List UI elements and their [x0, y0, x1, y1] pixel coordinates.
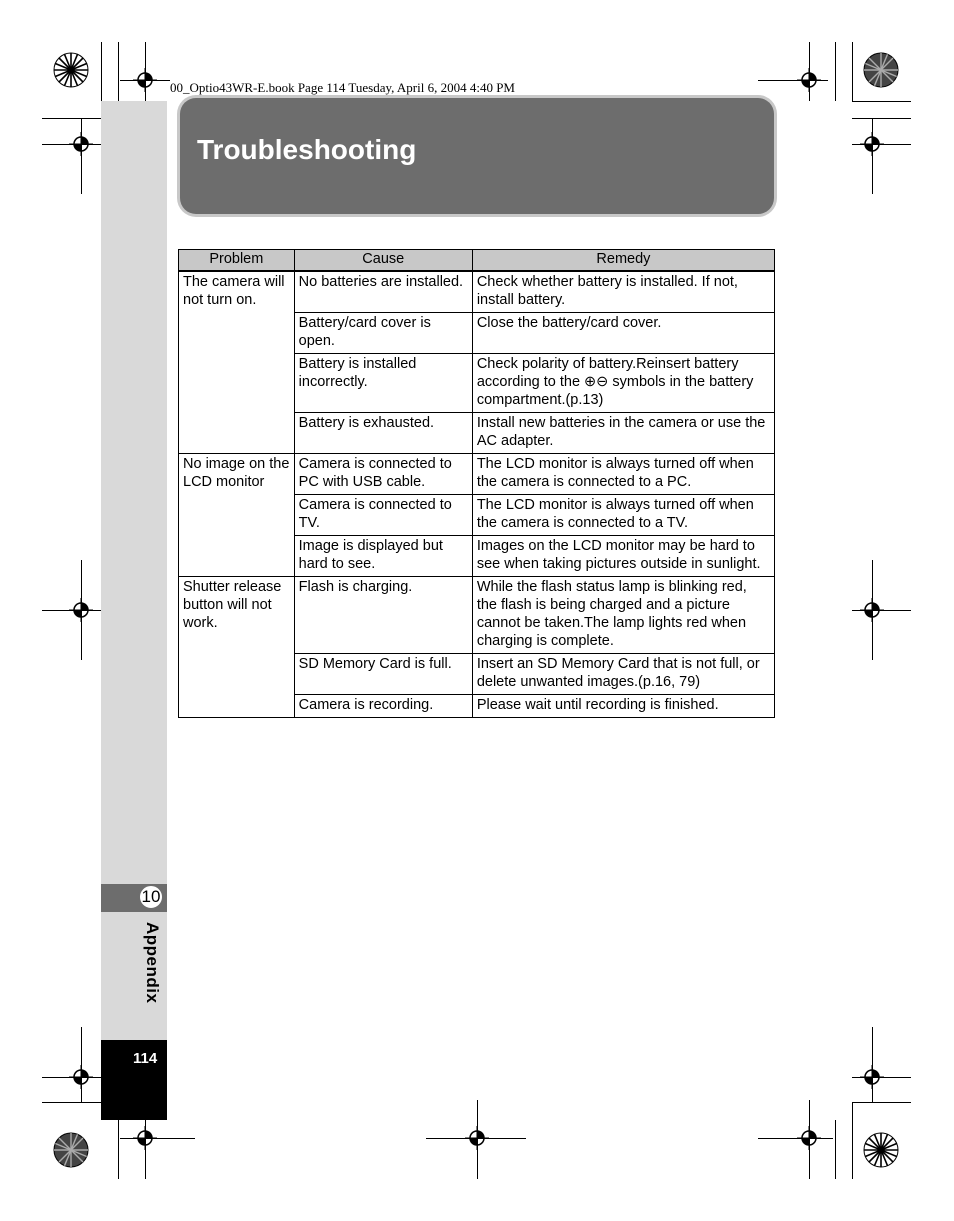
cause-cell: No batteries are installed. — [294, 271, 472, 313]
crop-mark — [852, 144, 911, 145]
remedy-cell: Close the battery/card cover. — [472, 313, 774, 354]
crop-mark — [852, 101, 911, 102]
chapter-number-badge: 10 — [138, 884, 164, 910]
crop-mark — [809, 42, 810, 101]
crop-mark — [872, 560, 873, 660]
troubleshooting-table — [178, 249, 775, 718]
cause-cell: Image is displayed but hard to see. — [294, 536, 472, 577]
crop-mark — [426, 1138, 526, 1139]
cause-cell: Battery/card cover is open. — [294, 313, 472, 354]
remedy-cell: Images on the LCD monitor may be hard to see when taking pictures outside in sunlight. — [472, 536, 774, 577]
column-header-cause: Cause — [294, 250, 472, 272]
column-header-problem: Problem — [179, 250, 295, 272]
remedy-cell: The LCD monitor is always turned off when the camera is connected to a PC. — [472, 454, 774, 495]
sunburst-mark-icon — [863, 52, 899, 88]
cause-cell: SD Memory Card is full. — [294, 654, 472, 695]
crop-mark — [145, 1120, 146, 1179]
crop-mark — [872, 118, 873, 194]
sunburst-mark-icon — [863, 1132, 899, 1168]
table-row — [179, 577, 775, 654]
crop-mark — [852, 1102, 911, 1103]
crop-mark — [42, 1077, 101, 1078]
cause-cell: Camera is connected to PC with USB cable. — [294, 454, 472, 495]
crop-mark — [118, 1120, 119, 1179]
crop-mark — [81, 1027, 82, 1102]
crop-mark — [145, 42, 146, 101]
crop-mark — [852, 42, 853, 101]
cause-cell: Flash is charging. — [294, 577, 472, 654]
crop-mark — [42, 1102, 101, 1103]
cause-cell: Battery is installed incorrectly. — [294, 354, 472, 413]
crop-mark — [852, 1102, 853, 1179]
cause-cell: Camera is connected to TV. — [294, 495, 472, 536]
problem-cell: Shutter release button will not work. — [179, 577, 295, 718]
crop-mark — [758, 1138, 833, 1139]
table-header-row — [179, 250, 775, 272]
crop-mark — [42, 610, 101, 611]
remedy-cell: The LCD monitor is always turned off when the camera is connected to a TV. — [472, 495, 774, 536]
table-row — [179, 454, 775, 495]
remedy-cell: While the flash status lamp is blinking red, the flash is being charged and a picture cannot be taken.The lamp lights red when charging is complete. — [472, 577, 774, 654]
crop-mark — [809, 1100, 810, 1179]
page-title: Troubleshooting — [197, 134, 417, 165]
cause-cell: Camera is recording. — [294, 695, 472, 718]
crop-mark — [872, 1027, 873, 1102]
page-number: 114 — [133, 1050, 158, 1067]
table-row — [179, 271, 775, 313]
crop-mark — [852, 1077, 911, 1078]
remedy-cell: Insert an SD Memory Card that is not full, or delete unwanted images.(p.16, 79) — [472, 654, 774, 695]
crop-mark — [81, 560, 82, 660]
crop-mark — [835, 1120, 836, 1179]
crop-mark — [758, 80, 828, 81]
crop-mark — [118, 42, 119, 101]
problem-cell: The camera will not turn on. — [179, 271, 295, 454]
crop-mark — [852, 118, 911, 119]
crop-mark — [42, 144, 101, 145]
crop-mark — [835, 42, 836, 101]
book-file-header: 00_Optio43WR-E.book Page 114 Tuesday, April 6, 2004 4:40 PM — [170, 80, 515, 95]
cause-cell: Battery is exhausted. — [294, 413, 472, 454]
remedy-cell: Install new batteries in the camera or use the AC adapter. — [472, 413, 774, 454]
remedy-cell: Check polarity of battery.Reinsert battery according to the ⊕⊖ symbols in the battery compartment.(p.13) — [472, 354, 774, 413]
sunburst-mark-icon — [53, 52, 89, 88]
crop-mark — [120, 1138, 195, 1139]
crop-mark — [81, 118, 82, 194]
crop-mark — [852, 610, 911, 611]
crop-mark — [42, 118, 101, 119]
remedy-cell: Check whether battery is installed. If not, install battery. — [472, 271, 774, 313]
sunburst-mark-icon — [53, 1132, 89, 1168]
chapter-label: Appendix — [143, 922, 162, 1004]
problem-cell: No image on the LCD monitor — [179, 454, 295, 577]
column-header-remedy: Remedy — [472, 250, 774, 272]
crop-mark — [101, 42, 102, 101]
remedy-cell: Please wait until recording is finished. — [472, 695, 774, 718]
crop-mark — [477, 1100, 478, 1179]
